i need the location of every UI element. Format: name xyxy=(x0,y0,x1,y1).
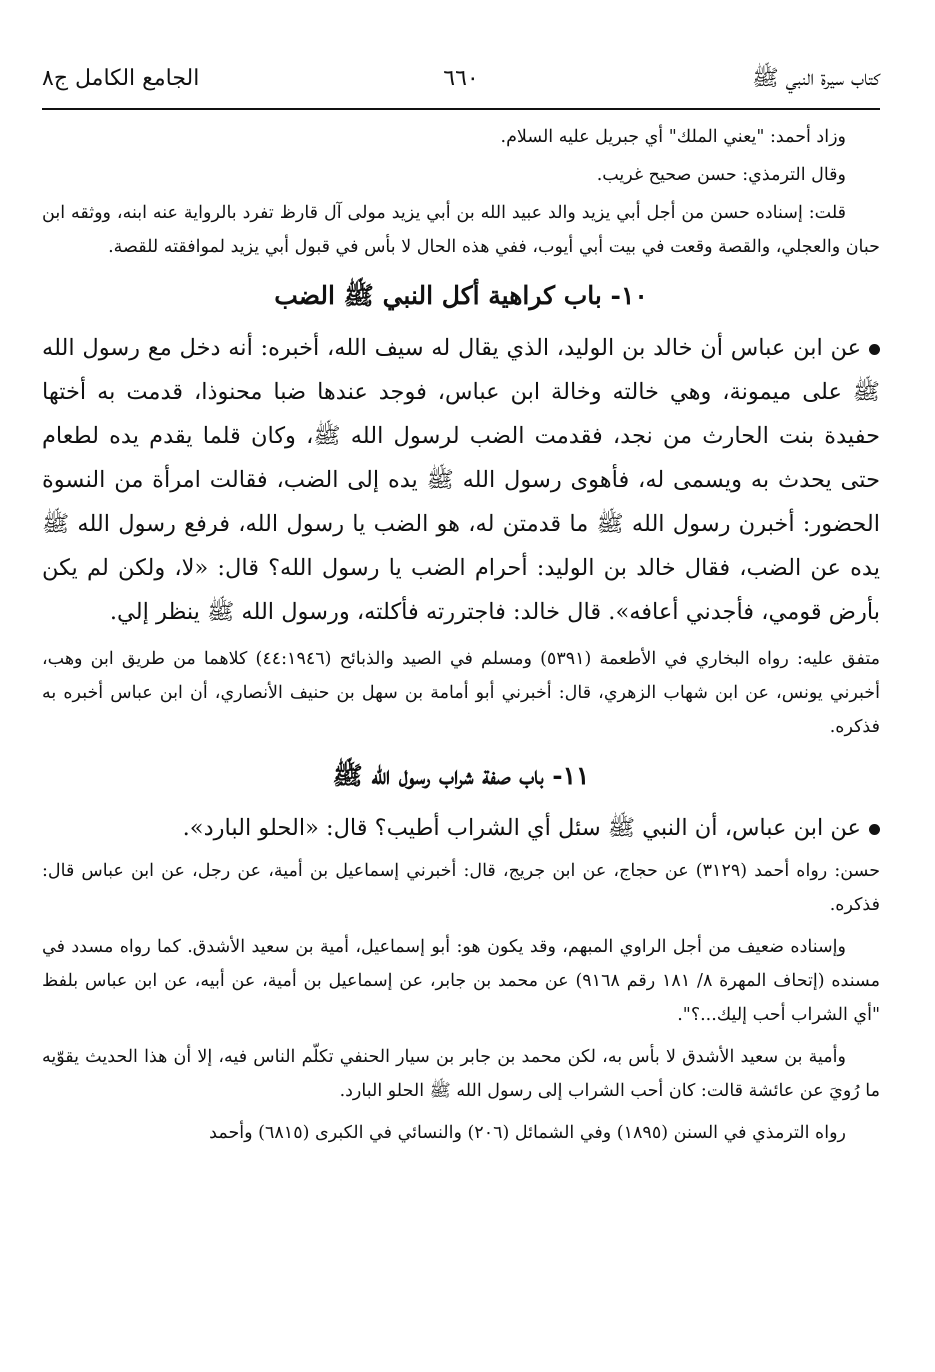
ahmad-addition: وزاد أحمد: "يعني الملك" أي جبريل عليه السلام. xyxy=(500,127,846,147)
document-page xyxy=(42,58,880,1150)
hadith-11-isnad: وإسناده ضعيف من أجل الراوي المبهم، وقد يكون هو: أبو إسماعيل، أمية بن سعيد الأشدق. كما رواه مسدد في مسنده (إتحاف المهرة ٨/ ١٨١ رقم ٩١٦٨) عن محمد بن جابر، عن إسماعيل بن أمية، عن أبيه، عن ابن عباس بلفظ "أي الشراب أحب إليك...؟". xyxy=(42,937,880,1025)
bullet-icon xyxy=(869,824,880,835)
chapter-11-heading: ١١- باب صفة شراب رسول الله ﷺ xyxy=(332,761,590,790)
author-comment: قلت: إسناده حسن من أجل أبي يزيد والد عبيد الله بن أبي يزيد مولى آل قارظ تفرد بالرواية عنه ابنه، ووثقه ابن حبان والعجلي، والقصة وقعت في بيت أبي أيوب، ففي هذه الحال لا بأس في قبول أبي يزيد لموافقته للقصة. xyxy=(42,203,880,257)
chapter-10-heading: ١٠- باب كراهية أكل النبي ﷺ الضب xyxy=(274,281,648,310)
bullet-icon xyxy=(869,344,880,355)
tirmidhi-grading: وقال الترمذي: حسن صحيح غريب. xyxy=(596,165,846,185)
hadith-10-body: عن ابن عباس أن خالد بن الوليد، الذي يقال له سيف الله، أخبره: أنه دخل مع رسول الله ﷺ على ميمونة، وهي خالته وخالة ابن عباس، فوجد عندها ضبا محنوذا، قدمت به أختها حفيدة بنت الحارث من نجد، فقدمت الضب لرسول الله ﷺ، وكان قلما يقدم يده لطعام حتى يحدث به ويسمى له، فأهوى رسول الله ﷺ يده إلى الضب، فقالت امرأة من النسوة الحضور: أخبرن رسول الله ﷺ ما قدمتن له، هو الضب يا رسول الله، فرفع رسول الله ﷺ يده عن الضب، فقال خالد بن الوليد: أحرام الضب يا رسول الله؟ قال: «لا، ولكن لم يكن بأرض قومي، فأجدني أعافه». قال خالد: فاجتررته فأكلته، ورسول الله ﷺ ينظر إلي. xyxy=(42,335,880,625)
hadith-10-text xyxy=(42,326,880,634)
hadith-11-support: وأمية بن سعيد الأشدق لا بأس به، لكن محمد بن جابر بن سيار الحنفي تكلّم الناس فيه، إلا أن هذا الحديث يقوّيه ما رُويَ عن عائشة قالت: كان أحب الشراب إلى رسول الله ﷺ الحلو البارد. xyxy=(42,1047,880,1101)
hadith-11-grading: حسن: رواه أحمد (٣١٢٩) عن حجاج، عن ابن جريج، قال: أخبرني إسماعيل بن أمية، عن رجل، عن ابن عباس قال: فذكره. xyxy=(42,861,881,915)
hadith-10-takhrij: متفق عليه: رواه البخاري في الأطعمة (٥٣٩١) ومسلم في الصيد والذبائح (٤٤:١٩٤٦) كلاهما من طريق ابن وهب، أخبرني يونس، عن ابن شهاب الزهري، قال: أخبرني أبو أمامة بن سهل بن حنيف الأنصاري، أن ابن عباس أخبره به فذكره. xyxy=(42,649,881,737)
book-title: كتاب سيرة النبي ﷺ xyxy=(752,66,880,91)
hadith-11-body: عن ابن عباس، أن النبي ﷺ سئل أي الشراب أطيب؟ قال: «الحلو البارد». xyxy=(182,815,861,841)
page-number: ٦٦٠ xyxy=(443,66,479,91)
hadith-11-sources: رواه الترمذي في السنن (١٨٩٥) وفي الشمائل (٢٠٦) والنسائي في الكبرى (٦٨١٥) وأحمد xyxy=(209,1123,846,1143)
volume-title: الجامع الكامل ج٨ xyxy=(42,66,200,91)
hadith-11-text xyxy=(42,806,880,850)
page-body xyxy=(42,110,880,1150)
page-header xyxy=(42,58,880,108)
